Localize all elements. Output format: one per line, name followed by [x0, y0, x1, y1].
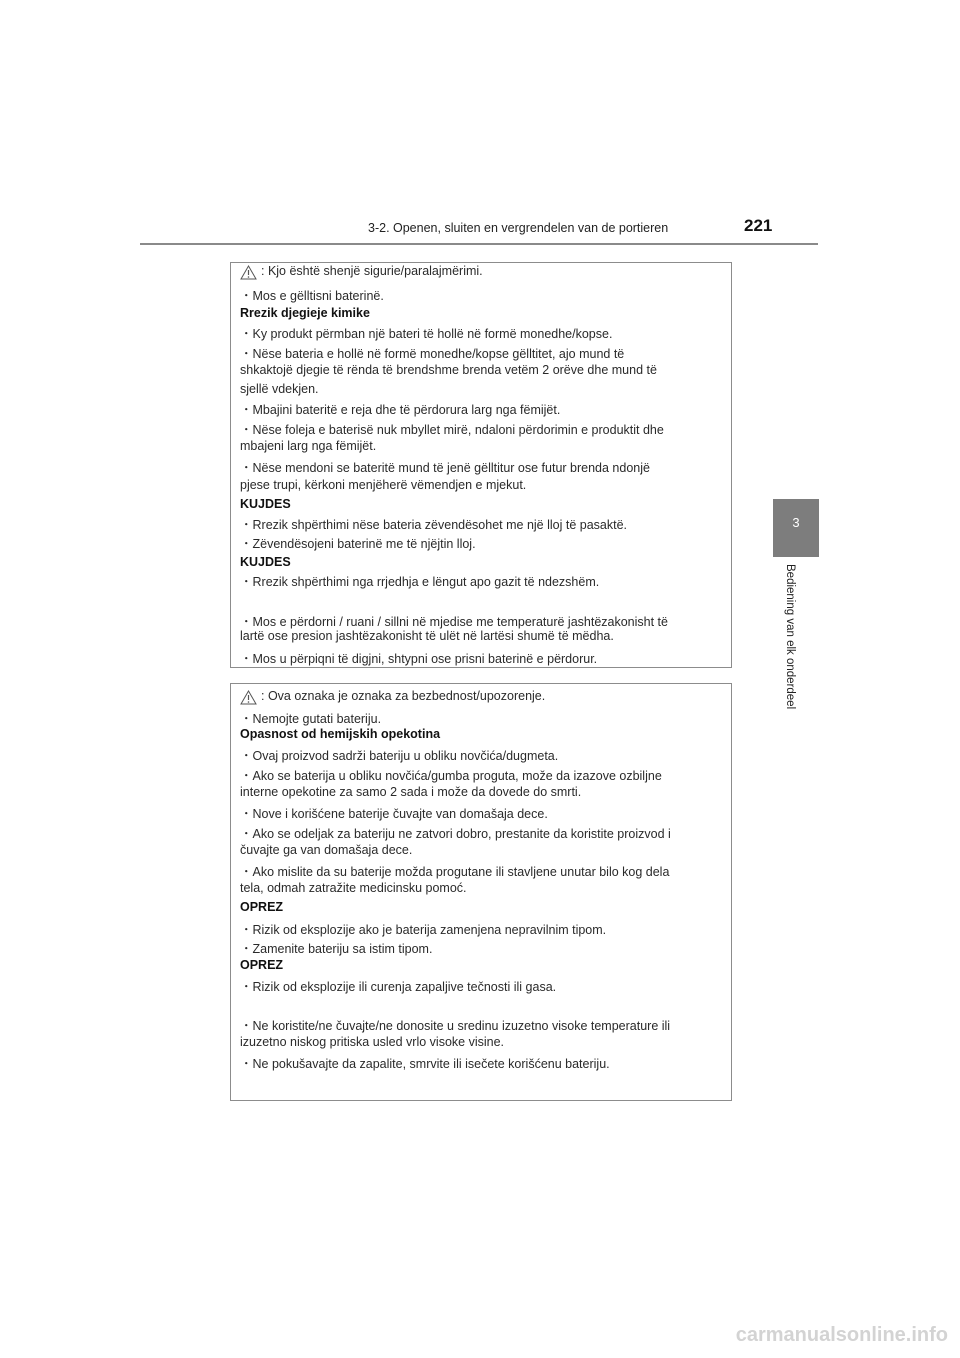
header-divider: [140, 243, 818, 245]
chapter-number: 3: [792, 515, 800, 530]
page-number: 221: [744, 216, 773, 235]
warning-legend-text: : Kjo është shenjë sigurie/paralajmërimi.: [261, 264, 483, 278]
warning-text-line: tela, odmah zatražite medicinsku pomoć.: [240, 881, 467, 895]
warning-text-line: ・Ne pokušavajte da zapalite, smrvite ili isečete korišćenu bateriju.: [240, 1057, 610, 1071]
warning-text-line: ・Ako mislite da su baterije možda progutane ili stavljene unutar bilo kog dela: [240, 865, 670, 879]
warning-text-line: sjellë vdekjen.: [240, 382, 319, 396]
warning-text-line: ・Zëvendësojeni baterinë me të njëjtin lloj.: [240, 537, 476, 551]
warning-text-line: ・Ky produkt përmban një bateri të hollë në formë monedhe/kopse.: [240, 327, 613, 341]
warning-text-line: ・Ako se odeljak za bateriju ne zatvori dobro, prestanite da koristite proizvod i: [240, 827, 671, 841]
warning-heading: OPREZ: [240, 900, 284, 914]
warning-heading: KUJDES: [240, 497, 291, 511]
warning-text-line: ・Rizik od eksplozije ili curenja zapaljive tečnosti ili gasa.: [240, 980, 557, 994]
warning-text-line: ・Zamenite bateriju sa istim tipom.: [240, 942, 433, 956]
warning-text-line: ・Mos e përdorni / ruani / sillni në mjedise me temperaturë jashtëzakonisht të: [240, 615, 668, 629]
warning-text-line: ・Nëse bateria e hollë në formë monedhe/kopse gëlltitet, ajo mund të: [240, 347, 625, 361]
warning-heading: Rrezik djegieje kimike: [240, 306, 370, 320]
warning-text-line: ・Nëse mendoni se bateritë mund të jenë gëlltitur ose futur brenda ndonjë: [240, 461, 650, 475]
warning-text-line: ・Rrezik shpërthimi nga rrjedhja e lëngut apo gazit të ndezshëm.: [240, 575, 600, 589]
warning-text-line: ・Nemojte gutati bateriju.: [240, 712, 382, 726]
watermark-logo: carmanualsonline.info: [735, 1324, 948, 1346]
warning-text-line: lartë ose presion jashtëzakonisht të ulët në lartësi shumë të mëdha.: [240, 629, 614, 643]
warning-text-line: ・Ne koristite/ne čuvajte/ne donosite u sredinu izuzetno visoke temperature ili: [240, 1019, 671, 1033]
warning-text-line: shkaktojë djegie të rënda të brendshme brenda vetëm 2 orëve dhe mund të: [240, 363, 657, 377]
warning-box-serbian: [230, 683, 732, 1101]
warning-text-line: ・Mos u përpiqni të digjni, shtypni ose prisni baterinë e përdorur.: [240, 652, 598, 666]
warning-text-line: ・Mbajini bateritë e reja dhe të përdorura larg nga fëmijët.: [240, 403, 561, 417]
warning-text-line: ・Rrezik shpërthimi nëse bateria zëvendësohet me një lloj të pasaktë.: [240, 518, 628, 532]
warning-text-line: ・Nove i korišćene baterije čuvajte van domašaja dece.: [240, 807, 548, 821]
warning-heading: OPREZ: [240, 958, 284, 972]
warning-text-line: interne opekotine za samo 2 sada i može da dovede do smrti.: [240, 785, 582, 799]
warning-text-line: ・Ovaj proizvod sadrži bateriju u obliku novčića/dugmeta.: [240, 749, 559, 763]
warning-text-line: ・Mos e gëlltisni baterinë.: [240, 289, 384, 303]
warning-text-line: pjese trupi, kërkoni menjëherë vëmendjen e mjekut.: [240, 478, 527, 492]
section-title: 3-2. Openen, sluiten en vergrendelen van de portieren: [368, 221, 669, 235]
warning-box-albanian: [230, 262, 732, 668]
warning-triangle-icon: [240, 690, 257, 705]
warning-text-line: ・Rizik od eksplozije ako je baterija zamenjena nepravilnim tipom.: [240, 923, 607, 937]
warning-text-line: mbajeni larg nga fëmijët.: [240, 439, 377, 453]
warning-heading: KUJDES: [240, 555, 291, 569]
chapter-label: Bediening van elk onderdeel: [784, 564, 796, 710]
warning-text-line: izuzetno niskog pritiska usled vrlo visoke visine.: [240, 1035, 505, 1049]
warning-triangle-icon: [240, 265, 257, 280]
warning-heading: Opasnost od hemijskih opekotina: [240, 727, 441, 741]
warning-text-line: ・Nëse foleja e baterisë nuk mbyllet mirë, ndaloni përdorimin e produktit dhe: [240, 423, 664, 437]
warning-text-line: čuvajte ga van domašaja dece.: [240, 843, 413, 857]
chapter-tab: [773, 499, 819, 557]
warning-text-line: ・Ako se baterija u obliku novčića/gumba proguta, može da izazove ozbiljne: [240, 769, 662, 783]
warning-legend-text: : Ova oznaka je oznaka za bezbednost/upozorenje.: [261, 689, 546, 703]
